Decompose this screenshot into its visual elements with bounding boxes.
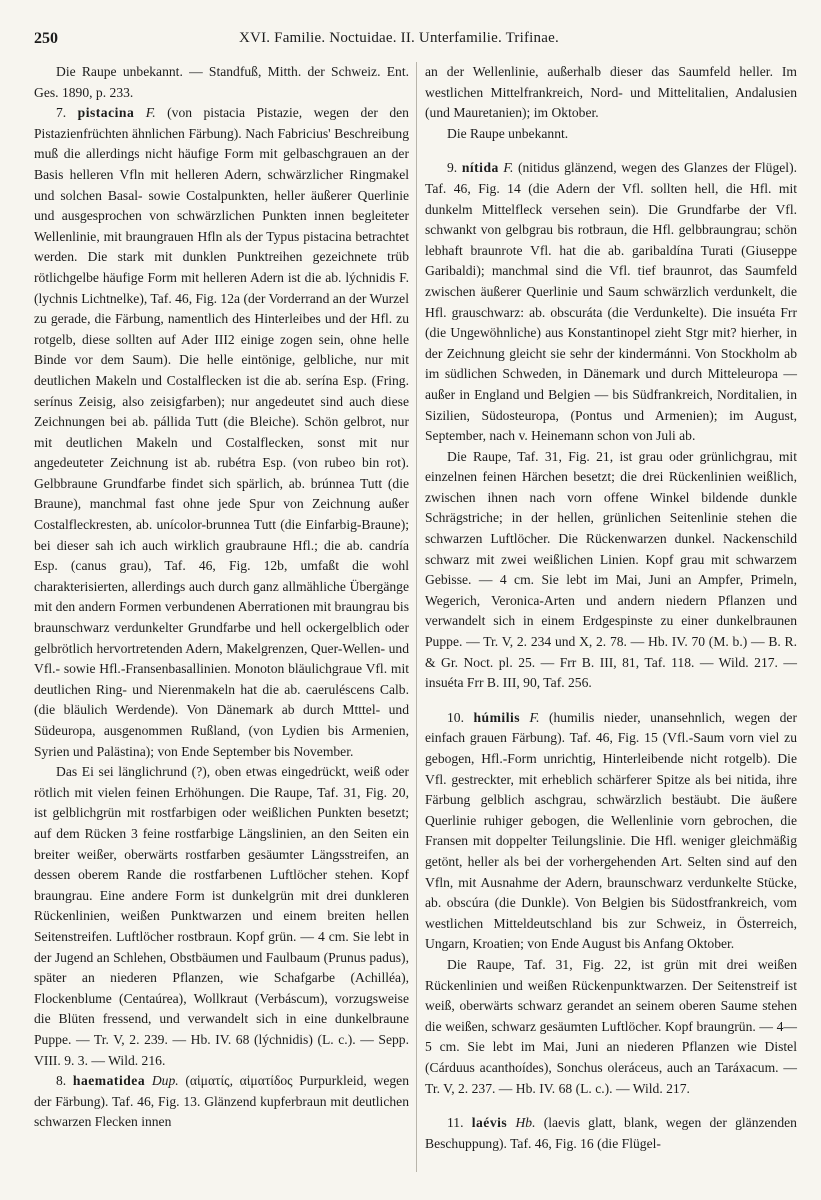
entry-haematidea (34, 1071, 409, 1133)
running-head: XVI. Familie. Noctuidae. II. Unterfamilie. Trifinae. (239, 30, 559, 46)
species-author: F. (529, 709, 540, 725)
intro-paragraph: Die Raupe unbekannt. — Standfuß, Mitth. der Schweiz. Ent. Ges. 1890, p. 233. (34, 64, 409, 100)
left-column (34, 62, 409, 1133)
entry-laevis (425, 1113, 797, 1154)
entry-humilis-larva: Die Raupe, Taf. 31, Fig. 22, ist grün mit drei weißen Rückenlinien und weißen Rückenpunktwarzen. Der Seitenstreif ist weiß, oberwärts schwarz gerandet an seinem oberen Saume stehen die weißen, schwarz gesäumten Luftlöcher. Kopf braungrün. — 4—5 cm. Sie lebt im Mai, Juni an niederen Pflanzen wie Distel (Cárduus acanthoídes), Sonchus oleráceus, auch an Taráxacum. — Tr. V, 2. 237. — Hb. IV. 68 (L. c.). — Wild. 217. (425, 956, 797, 1096)
continuation-larva: Die Raupe unbekannt. (447, 125, 569, 141)
page-header (34, 30, 787, 52)
entry-text: (von pistacia Pistazie, wegen der den Pistazienfrüchten ähnlichen Färbung). Nach Fabricius' Beschreibung muß die allerdings nicht häufige Form mit gelbaschgrauen an der Basis helleren Vfln mit helleren Adern, schwärzlicher Ringmakel und solchen Basal- sowie Costalpunkten, heller äußerer Querlinie und ausgesprochen von schwärzlichen Punkten innen begleiteter Wellenlinie, mit braungrauen Hfln als der Typus pistacina betrachtet werden. Die stark mit dunklen Punktreihen gezeichnete trüb rötlichgelbe häufige Form mit helleren Adern ist die ab. lýchnidis F. (lychnis Lichtnelke), Taf. 46, Fig. 12a (der Vorderrand an der Wurzel zu gerade, die Färbung, namentlich des Hinterleibes und der Hfl. zu rotgelb, diese sollten auf Ader III2 einige zogen sein, ohne helle Binde vor dem Saum). Die helle eintönige, gelbliche, nur mit deutlichen Makeln und Costalflecken ist die ab. serína Esp. (Fring. serínus Zeisig, also zeisigfarben); nur angedeutet sind auch diese Zeichnungen bei ab. pállida Tutt (die Bleiche). Schön gelbrot, nur mit deutlichen Makeln und Costalflecken, sonst mit nur angedeuteter Zeichnung ist ab. rubétra Esp. (von rubeo bin rot). Gelbbraune Grundfarbe findet sich spärlich, ab. brúnnea Tutt (die Braune), manchmal fast ohne jede Spur von Zeichnung außer Costalfleckresten, ab. unícolor-brunnea Tutt (die Einfarbig-Braune); bei dieser sah ich auch wirklich graubraune Hfl.; die ab. candría Esp. (canus grau), Taf. 46, Fig. 12b, umfaßt die wohl charakterisierten, allerdings auch durch ganz allmähliche Übergänge mit den andern Formen verbundenen Aberrationen mit braungrau bis braunschwarz verdunkelter Grundfarbe und hell ockergelblich oder gelbrötlich hervortretenden Adern, Makelgrenzen, Quer-Wellen- und Vfl.- sowie Hfl.-Fransenbasallinien. Monoton bläulichgraue Vfl. mit deutlichen Ring- und Nierenmakeln hat die ab. caeruléscens Calb. (die bläulich Werdende). Von Dänemark ab durch Mtttel- und Südeuropa, ausgenommen Rußland, (von Lydien bis Armenien, Syrien und Palästina); von Ende September bis November. (34, 105, 409, 759)
entry-number: 9. (447, 160, 458, 176)
species-author: Hb. (515, 1115, 536, 1131)
entry-text: (laevis glatt, blank, wegen der glänzenden Beschuppung). Taf. 46, Fig. 16 (die Flügel- (425, 1115, 797, 1151)
entry-number: 10. (447, 709, 464, 725)
species-name: pistacina (77, 105, 135, 121)
entry-text: (nitidus glänzend, wegen des Glanzes der Flügel). Taf. 46, Fig. 14 (die Adern der Vfl. sollten hell, die Hfl. mit dunkelm Mittelfleck versehen sein). Die Grundfarbe der Vfl. schwankt von gelbgrau bis rotbraun, die Hfl. gelbbraungrau; schön lebhaft braunrote Vfl. hat die ab. garibaldína Turati (Giuseppe Garibaldi); manchmal sind die Vfl. tief braunrot, das Saumfeld zwischen äußerer Querlinie und Saum schwärzlich verdunkelt, die Hfl. grauschwarz: ab. obscuráta (die Verdunkelte). Die insuéta Frr (die Ungewöhnliche) aus Konstantinopel zieht Stgr mit? hierher, in der Zeichnung gleicht sie sehr der kindermánni. Von Stockholm ab im südlichen Schweden, in Dänemark und durch Mitteleuropa — außer in England und Belgien — bis Südfrankreich, Norditalien, in Sizilien, Südosteuropa, (Pontus und Armenien); im August, September, nach v. Heinemann schon von Juli ab. (425, 160, 797, 444)
entry-pistacina-larva: Das Ei sei länglichrund (?), oben etwas eingedrückt, weiß oder rötlich mit vielen feinen Erhöhungen. Die Raupe, Taf. 31, Fig. 20, ist gelblichgrün mit rostfarbigen oder weißlichen Punkten besetzt; auf dem Rücken 3 feine rostfarbige Längslinien, an den Seiten ein breiter weißer, oberwärts rostfarben gesäumter Längsstreifen, an dessen oberem Rande die rostfarbenen Luftlöcher stehen. Kopf braungrau. Eine andere Form ist dunkelgrün mit drei dunkleren Rückenlinien, weißen Punktwarzen und einem breiten hellen Seitenstreifen. Luftlöcher rostbraun. Kopf grün. — 4 cm. Sie lebt in der Jugend an Schlehen, Obstbäumen und Faulbaum (Prunus padus), später an niederen Pflanzen, wie Schafgarbe (Achilléa), Flockenblume (Centaúrea), Wollkraut (Verbáscum), vorzugsweise die Blüten fressend, und verwandelt sich in eine dunkelbraune Puppe. — Tr. V, 2. 239. — Hb. IV. 68 (lýchnidis) (L. c.). — Sepp. VIII. 9. 3. — Wild. 216. (34, 764, 409, 1068)
entry-nitida-larva: Die Raupe, Taf. 31, Fig. 21, ist grau oder grünlichgrau, mit einzelnen feinen Härchen besetzt; die drei Rückenlinien weißlich, zwischen ihnen nach vorn offene Winkel bildende dunkle Schrägstriche; in der hellen, grünlichen Seitenlinie stehen die schwarzen Luftlöcher. Die Rückenwarzen dunkel. Nackenschild schwarz mit zwei weißlichen Linien. Kopf grau mit schwarzem Gebisse. — 4 cm. Sie lebt im Mai, Juni an Ampfer, Primeln, Wegerich, Veronica-Arten und andern niedern Pflanzen und verwandelt sich in einem Erdgespinste zu einer dunkelbraunen Puppe. — Tr. V, 2. 234 und X, 2. 78. — Hb. IV. 70 (M. b.) — B. R. & Gr. Noct. pl. 25. — Frr B. III, 81, Taf. 118. — Wild. 217. — insuéta Frr B. III, 90, Taf. 256. (425, 448, 797, 691)
entry-text: (αἱματίς, αἱματίδος Purpurkleid, wegen der Färbung). Taf. 46, Fig. 13. Glänzend kupferbraun mit deutlichen schwarzen Flecken innen (34, 1073, 409, 1130)
entry-number: 8. (56, 1073, 67, 1089)
species-name: laévis (471, 1115, 508, 1131)
entry-nitida (425, 158, 797, 446)
species-name: húmilis (473, 709, 521, 725)
right-column (425, 62, 797, 1154)
entry-humilis (425, 708, 797, 955)
continuation-paragraph: an der Wellenlinie, außerhalb dieser das Saumfeld heller. Im westlichen Mittelfrankreich, Nord- und Mittelitalien, Andalusien (und Mauretanien); im Oktober. (425, 64, 797, 121)
entry-text: (humilis nieder, unansehnlich, wegen der einfach grauen Färbung). Taf. 46, Fig. 15 (Vfl.-Saum vorn viel zu gebogen, Hfl.-Form unrichtig, Hinterleibende nicht rotgelb). Die Vfl. gestreckter, mit erheblich schärferer Spitze als bei nitida, ihre Färbung gelblich aschgrau, schwärzlich bestäubt. Die äußere Querlinie ruhiger gebogen, die Wellenlinie vorn gebrochen, die Fransen mit doppelter Teilungslinie. Die Hfl. weniger gleichmäßig getönt, heller als bei der vorhergehenden Art. Selten sind auf den Vfln, mit Ausnahme der Adern, braunschwarz verdunkelte Stücke, ab. obscúra (die Dunkle). Von Belgien bis Südostfrankreich, vom westlichen Mitteldeutschland bis zur Schweiz, in Österreich, Ungarn, Kroatien; von Ende August bis Anfang Oktober. (425, 709, 797, 952)
page-number: 250 (34, 30, 58, 47)
species-name: haematidea (72, 1073, 146, 1089)
species-author: F. (503, 160, 514, 176)
entry-number: 7. (56, 105, 67, 121)
entry-number: 11. (447, 1115, 464, 1131)
species-author: F. (145, 105, 156, 121)
species-author: Dup. (151, 1073, 179, 1089)
species-name: nítida (461, 160, 499, 176)
entry-pistacina (34, 103, 409, 762)
column-divider (416, 62, 417, 1172)
